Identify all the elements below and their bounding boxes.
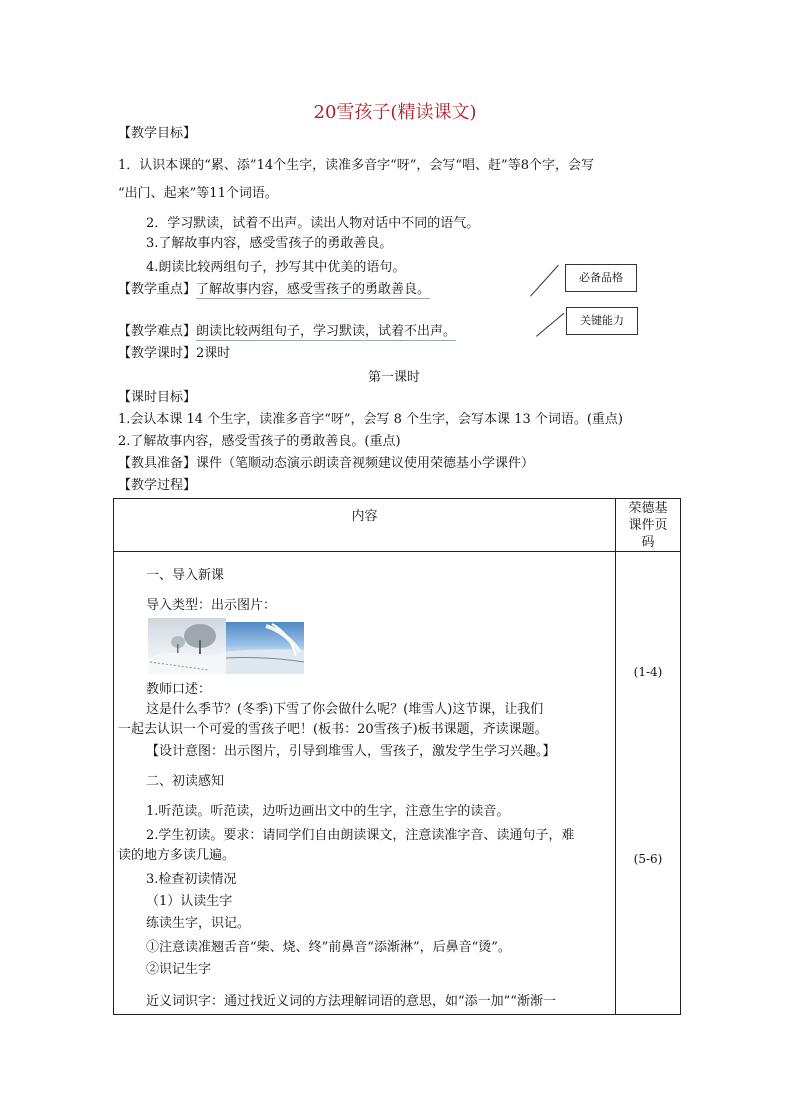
design-intent: 【设计意图：出示图片，引导到堆雪人，雪孩子，激发学生学习兴趣。】 <box>146 744 556 759</box>
snow-tree-image <box>148 618 226 674</box>
snow-landscape-image <box>226 622 304 674</box>
column-header-content: 内容 <box>114 499 616 552</box>
callout-a-leader <box>530 265 559 297</box>
teacher-line-2: 一起去认识一个可爱的雪孩子吧！(板书：20雪孩子)板书课题，齐读课题。 <box>118 722 548 737</box>
goal-2: 2．学习默读，试着不出声。读出人物对话中不同的语气。 <box>146 216 480 231</box>
teacher-line-1: 这是什么季节？(冬季)下雪了你会做什么呢？(堆雪人)这节课，让我们 <box>146 702 544 717</box>
header-line-2: 课件页 <box>628 518 668 533</box>
header-line-1: 荣德基 <box>628 501 668 516</box>
reading-step-1: 1.听范读。听范读，边听边画出文中的生字，注意生字的读音。 <box>146 804 510 819</box>
table-header-row <box>114 499 681 552</box>
intro-type: 导入类型：出示图片： <box>146 598 277 613</box>
key-point <box>118 280 430 300</box>
reading-step-2-b: 读的地方多读几遍。 <box>118 848 236 863</box>
lesson-goal-2: 2.了解故事内容，感受雪孩子的勇敢善良。(重点) <box>118 434 401 449</box>
section-intro: 一、导入新课 <box>146 568 225 583</box>
teaching-aids: 【教具准备】课件（笔顺动态演示朗读音视频建议使用荣德基小学课件） <box>118 456 535 471</box>
difficulty-label: 【教学难点】 <box>118 324 197 339</box>
lesson-hours: 【教学课时】2课时 <box>118 346 231 361</box>
synonym-method: 近义词识字：通过找近义词的方法理解词语的意思，如“添一加”“渐渐一 <box>146 994 556 1009</box>
difficulty-text: 朗读比较两组句子，学习默读，试着不出声。 <box>196 324 457 339</box>
teaching-process-heading: 【教学过程】 <box>118 478 197 493</box>
callout-essential-character: 必备品格 <box>565 264 637 292</box>
goal-4: 4.朗读比较两组句子，抄写其中优美的语句。 <box>146 260 406 275</box>
page-ref-cell <box>616 552 681 1015</box>
reading-step-2-a: 2.学生初读。要求：请同学们自由朗读课文，注意读准字音、读通句子，难 <box>146 828 575 843</box>
lesson-goals-heading: 【课时目标】 <box>118 390 197 405</box>
memorize-characters: ②识记生字 <box>146 962 212 977</box>
goal-1-line-b: “出门、起来”等11个词语。 <box>118 186 278 201</box>
practice-characters: 练读生字，识记。 <box>146 916 251 931</box>
reading-step-3: 3.检查初读情况 <box>146 872 237 887</box>
difficulty-point <box>118 322 456 342</box>
goals-heading: 【教学目标】 <box>118 126 197 141</box>
callout-b-leader <box>536 313 564 337</box>
recognize-characters: （1）认读生字 <box>146 894 233 909</box>
teacher-narration-label: 教师口述： <box>146 682 212 697</box>
pronunciation-note: ①注意读准翘舌音“柴、烧、终”前鼻音“添渐淋”，后鼻音“烫”。 <box>146 940 511 955</box>
callout-key-ability: 关键能力 <box>566 307 638 335</box>
section-first-reading: 二、初读感知 <box>146 774 225 789</box>
lesson-title: 20雪孩子(精读课文) <box>313 102 477 123</box>
goal-1-line-a: 1．认识本课的“累、添”14个生字，读准多音字“呀”，会写“唱、赶”等8个字，会写 <box>118 158 594 173</box>
column-header-page-ref <box>616 499 681 552</box>
key-point-text: 了解故事内容，感受雪孩子的勇敢善良。 <box>196 282 431 297</box>
lesson-goal-1: 1.会认本课 14 个生字，读准多音字“呀”，会写 8 个生字，会写本课 13 个词语。(重点) <box>118 412 623 427</box>
page-ref-1: (1-4) <box>633 665 663 679</box>
goal-3: 3.了解故事内容，感受雪孩子的勇敢善良。 <box>146 236 393 251</box>
key-point-label: 【教学重点】 <box>118 282 197 297</box>
page-ref-2: (5-6) <box>633 852 663 866</box>
lesson-one-heading: 第一课时 <box>368 370 421 385</box>
header-line-3: 码 <box>641 535 655 550</box>
